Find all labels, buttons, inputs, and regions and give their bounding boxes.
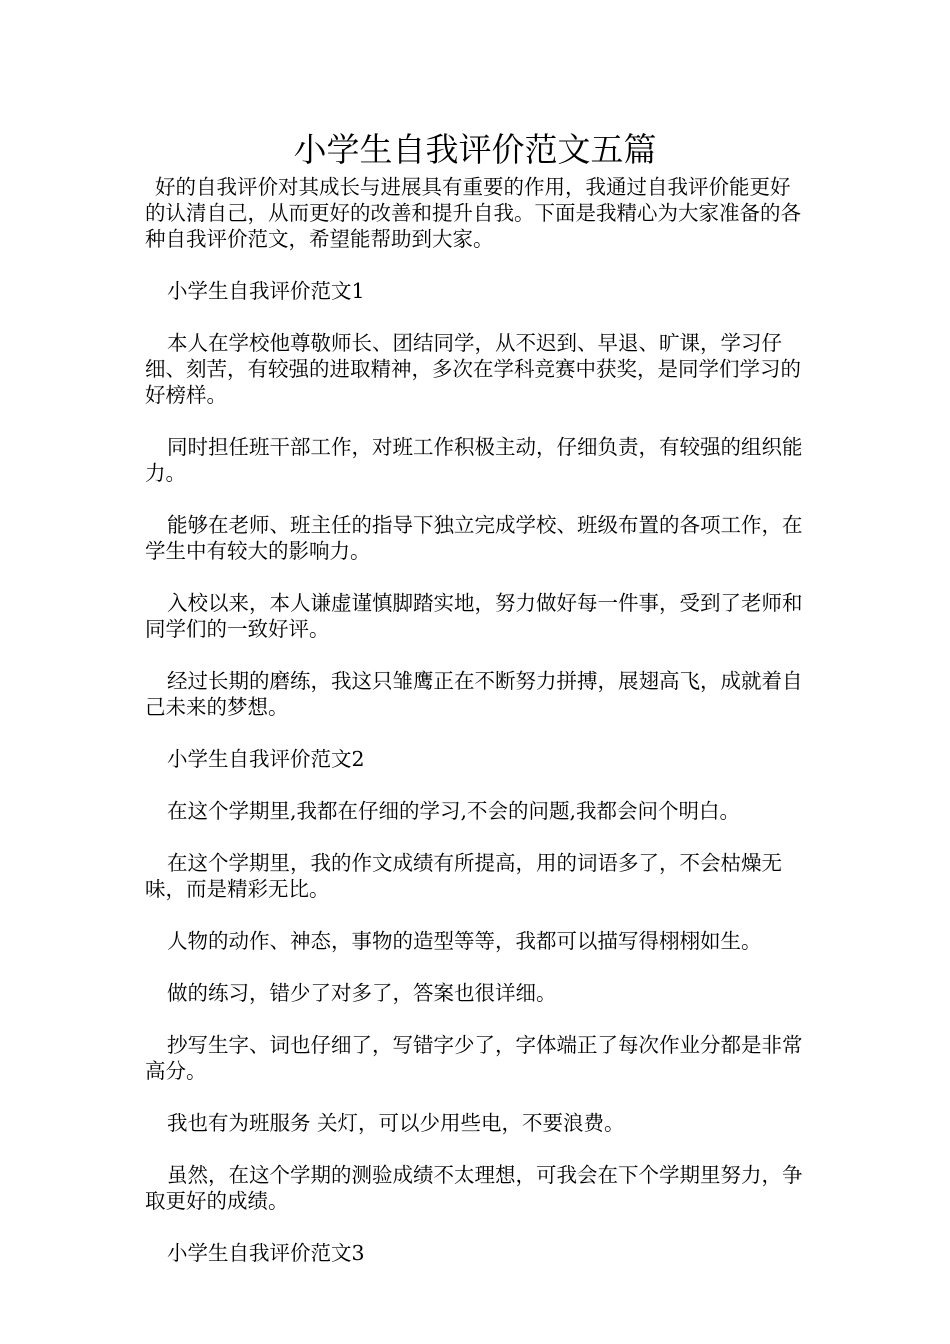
paragraph: 能够在老师、班主任的指导下独立完成学校、班级布置的各项工作，在学生中有较大的影响力。: [145, 513, 803, 563]
paragraph: 我也有为班服务 关灯，可以少用些电，不要浪费。: [167, 1111, 625, 1135]
document-title: 小学生自我评价范文五篇: [293, 130, 657, 169]
intro-paragraph: 好的自我评价对其成长与进展具有重要的作用，我通过自我评价能更好的认清自己，从而更好的改善和提升自我。下面是我精心为大家准备的各种自我评价范文，希望能帮助到大家。: [145, 175, 801, 251]
paragraph: 入校以来，本人谦虚谨慎脚踏实地，努力做好每一件事，受到了老师和同学们的一致好评。: [145, 591, 803, 641]
section-heading-3: 小学生自我评价范文3: [167, 1241, 365, 1265]
paragraph: 做的练习，错少了对多了，答案也很详细。: [167, 981, 557, 1005]
paragraph: 在这个学期里，我的作文成绩有所提高，用的词语多了，不会枯燥无味，而是精彩无比。: [145, 851, 782, 901]
section-heading-1: 小学生自我评价范文1: [167, 279, 365, 303]
paragraph: 本人在学校他尊敬师长、团结同学，从不迟到、早退、旷课，学习仔细、刻苦，有较强的进取精神，多次在学科竞赛中获奖，是同学们学习的好榜样。: [145, 331, 801, 407]
document-body: [145, 174, 810, 1266]
paragraph: 人物的动作、神态，事物的造型等等，我都可以描写得栩栩如生。: [167, 929, 762, 953]
paragraph: 同时担任班干部工作，对班工作积极主动，仔细负责，有较强的组织能力。: [145, 435, 803, 485]
paragraph: 经过长期的磨练，我这只雏鹰正在不断努力拼搏，展翅高飞，成就着自己未来的梦想。: [145, 669, 803, 719]
paragraph: 在这个学期里,我都在仔细的学习,不会的问题,我都会问个明白。: [167, 799, 741, 823]
paragraph: 虽然，在这个学期的测验成绩不太理想，可我会在下个学期里努力，争取更好的成绩。: [145, 1163, 803, 1213]
paragraph: 抄写生字、词也仔细了，写错字少了，字体端正了每次作业分都是非常高分。: [145, 1033, 803, 1083]
section-heading-2: 小学生自我评价范文2: [167, 747, 365, 771]
